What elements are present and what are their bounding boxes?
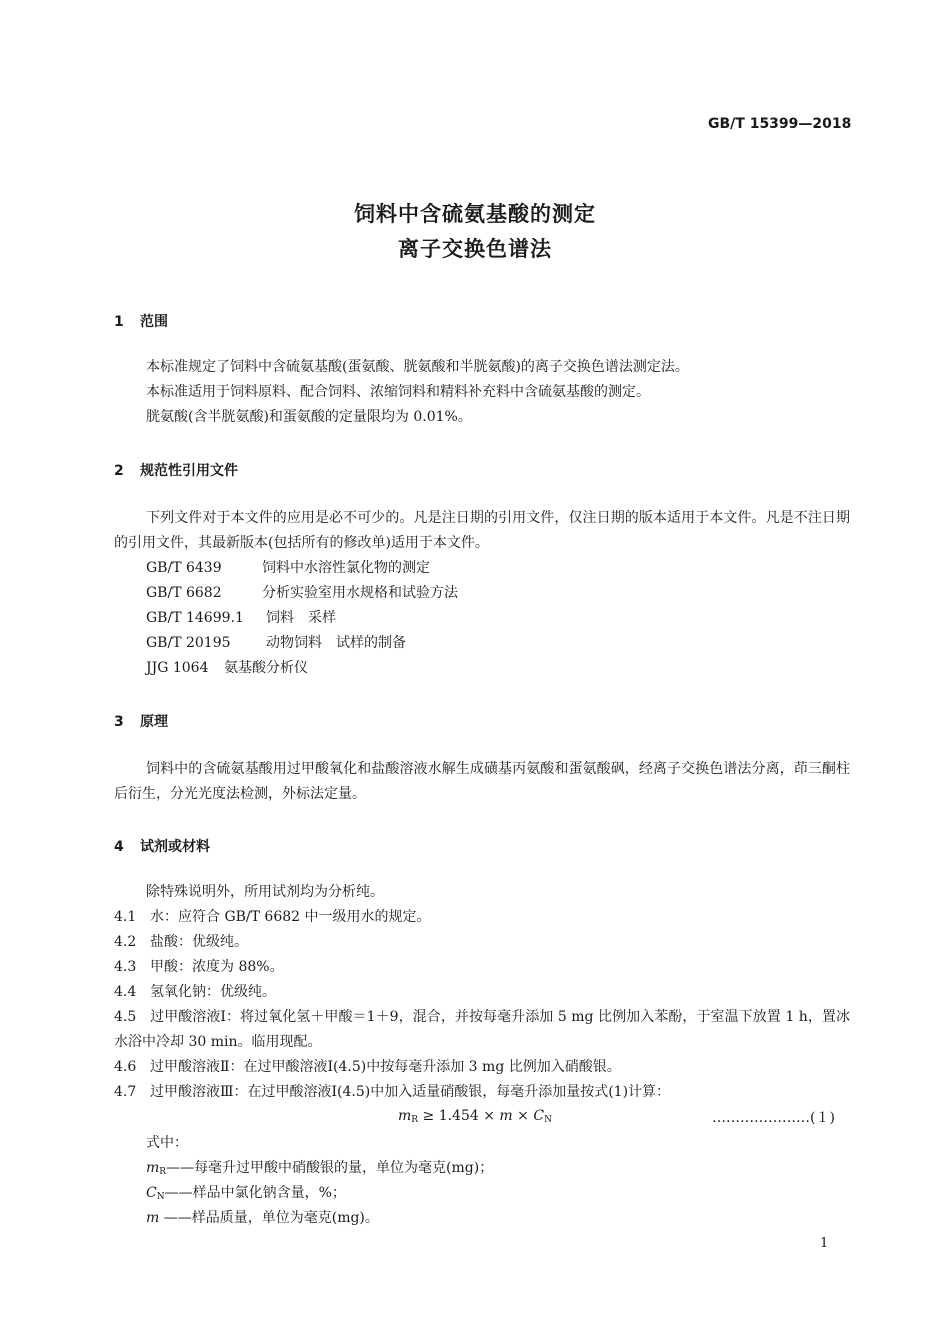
reference-name: 饲料中水溶性氯化物的测定 xyxy=(262,560,430,576)
section-2-heading xyxy=(114,460,238,480)
section-4-heading xyxy=(114,836,210,856)
formula-c: C xyxy=(533,1108,545,1124)
paragraph: 饲料中的含硫氨基酸用过甲酸氧化和盐酸溶液水解生成磺基丙氨酸和蛋氨酸砜，经离子交换色谱法分离，茚三酮柱后衍生，分光光度法检测，外标法定量。 xyxy=(114,761,850,802)
section-title: 范围 xyxy=(140,314,168,330)
reference-code: GB/T 6439 xyxy=(146,560,222,576)
paragraph: 胱氨酸(含半胱氨酸)和蛋氨酸的定量限均为 0.01%。 xyxy=(146,409,472,425)
variable-symbol: C xyxy=(146,1185,157,1201)
document-title: 饲料中含硫氨基酸的测定 xyxy=(354,202,596,226)
item-number: 4.7 xyxy=(114,1084,137,1100)
item-text: 过甲酸溶液Ⅲ：在过甲酸溶液Ⅰ(4.5)中加入适量硝酸银，每毫升添加量按式(1)计算： xyxy=(150,1084,671,1100)
list-item xyxy=(114,930,248,955)
reference-item xyxy=(146,656,308,681)
paragraph: 下列文件对于本文件的应用是必不可少的。凡是注日期的引用文件，仅注日期的版本适用于本文件。凡是不注日期的引用文件，其最新版本(包括所有的修改单)适用于本文件。 xyxy=(114,510,850,551)
section-title: 原理 xyxy=(140,714,168,730)
variable-symbol: m xyxy=(146,1160,160,1176)
formula-times: × xyxy=(517,1108,529,1124)
item-number: 4.1 xyxy=(114,909,137,925)
reference-name: 分析实验室用水规格和试验方法 xyxy=(262,585,458,601)
variable-text: ——样品中氯化钠含量，%； xyxy=(164,1185,346,1201)
paragraph: 除特殊说明外，所用试剂均为分析纯。 xyxy=(146,884,384,900)
item-text: 甲酸：浓度为 88%。 xyxy=(150,959,284,975)
page-number: 1 xyxy=(820,1236,829,1251)
section-number: 4 xyxy=(114,839,124,855)
list-item xyxy=(114,955,284,980)
reference-code: GB/T 14699.1 xyxy=(146,610,244,626)
where-label: 式中： xyxy=(146,1135,188,1151)
variable-subscript: N xyxy=(156,1192,165,1202)
section-title: 规范性引用文件 xyxy=(140,463,238,479)
reference-item xyxy=(146,581,458,606)
reference-name: 动物饲料 试样的制备 xyxy=(266,635,406,651)
item-text: 过甲酸溶液Ⅱ：在过甲酸溶液Ⅰ(4.5)中按每毫升添加 3 mg 比例加入硝酸银。 xyxy=(150,1059,621,1075)
formula-m: m xyxy=(499,1108,513,1124)
item-text: 氢氧化钠：优级纯。 xyxy=(150,984,276,1000)
list-item xyxy=(114,1080,670,1105)
item-number: 4.5 xyxy=(114,1009,137,1025)
variable-symbol: m xyxy=(146,1210,160,1226)
paragraph: 本标准规定了饲料中含硫氨基酸(蛋氨酸、胱氨酸和半胱氨酸)的离子交换色谱法测定法。 xyxy=(146,359,689,375)
formula-operator: ≥ 1.454 × xyxy=(422,1108,495,1124)
list-item xyxy=(114,980,276,1005)
formula-lhs-subscript: R xyxy=(411,1115,419,1125)
variable-subscript: R xyxy=(159,1167,167,1177)
standard-number: GB/T 15399—2018 xyxy=(708,116,852,132)
section-number: 2 xyxy=(114,463,124,479)
equation-number: …………………(１) xyxy=(712,1110,835,1126)
variable-definition xyxy=(146,1206,379,1231)
paragraph: 本标准适用于饲料原料、配合饲料、浓缩饲料和精料补充料中含硫氨基酸的测定。 xyxy=(146,384,650,400)
section-number: 1 xyxy=(114,314,124,330)
list-item xyxy=(114,905,431,930)
section-title: 试剂或材料 xyxy=(140,839,210,855)
document-subtitle: 离子交换色谱法 xyxy=(398,237,552,261)
reference-code: GB/T 20195 xyxy=(146,635,231,651)
reference-code: JJG 1064 xyxy=(146,660,209,676)
item-text: 水：应符合 GB/T 6682 中一级用水的规定。 xyxy=(150,909,431,925)
item-number: 4.6 xyxy=(114,1059,137,1075)
variable-text: ——每毫升过甲酸中硝酸银的量，单位为毫克(mg)； xyxy=(166,1160,494,1176)
item-number: 4.2 xyxy=(114,934,137,950)
formula-c-subscript: N xyxy=(544,1115,552,1125)
item-number: 4.4 xyxy=(114,984,137,1000)
reference-name: 饲料 采样 xyxy=(266,610,336,626)
reference-item xyxy=(146,606,336,631)
variable-text: ——样品质量，单位为毫克(mg)。 xyxy=(159,1210,379,1226)
list-item xyxy=(114,1005,850,1055)
formula-lhs: m xyxy=(398,1108,412,1124)
item-text: 盐酸：优级纯。 xyxy=(150,934,248,950)
section-number: 3 xyxy=(114,714,124,730)
reference-code: GB/T 6682 xyxy=(146,585,222,601)
section-1-heading xyxy=(114,311,168,331)
item-number: 4.3 xyxy=(114,959,137,975)
reference-item xyxy=(146,631,406,656)
item-text: 过甲酸溶液Ⅰ：将过氧化氢＋甲酸＝1＋9，混合，并按每毫升添加 5 mg 比例加入苯酚，于室温下放置 1 h，置冰水浴中冷却 30 min。临用现配。 xyxy=(114,1009,850,1050)
section-3-heading xyxy=(114,711,168,731)
formula xyxy=(398,1108,552,1125)
reference-name: 氨基酸分析仪 xyxy=(224,660,308,676)
list-item xyxy=(114,1055,621,1080)
reference-item xyxy=(146,556,430,581)
